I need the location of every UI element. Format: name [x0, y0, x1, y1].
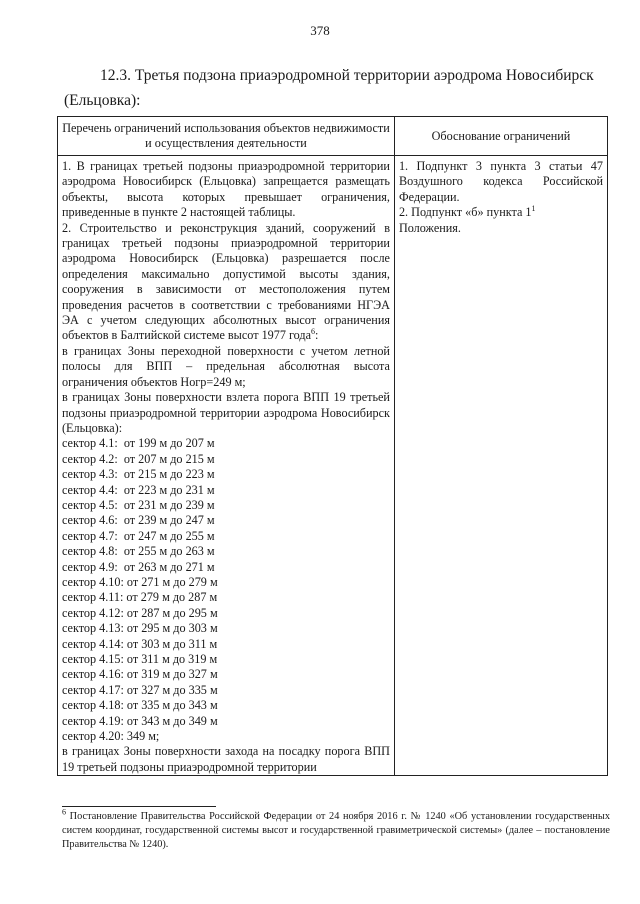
sector-item: сектор 4.19: от 343 м до 349 м [62, 713, 218, 728]
header-restrictions: Перечень ограничений использования объектов недвижимости и осуществления деятельности [58, 117, 395, 156]
sector-item: сектор 4.4: от 223 м до 231 м [62, 482, 215, 497]
table-row [58, 156, 608, 776]
paragraph-1: 1. В границах третьей подзоны приаэродромной территории аэродрома Новосибирск (Ельцовка) запрещается размещать объекты, высота которых превышает ограничения, приведенные в пункте 2 настоящей таблицы. [62, 159, 390, 220]
sector-list [62, 436, 390, 744]
footnote [62, 807, 610, 852]
sector-item: сектор 4.17: от 327 м до 335 м [62, 682, 218, 697]
sector-item: сектор 4.1: от 199 м до 207 м [62, 436, 215, 451]
justification-2-tail: Положения. [398, 220, 461, 235]
table-header-row [58, 117, 608, 156]
sector-item: сектор 4.16: от 319 м до 327 м [62, 667, 218, 682]
paragraph-4: в границах Зоны поверхности взлета порога ВПП 19 третьей подзоны приаэродромной территории аэродрома Новосибирск (Ельцовка): [62, 390, 390, 435]
section-title: Третья подзона приаэродромной территории аэродрома Новосибирск (Ельцовка): [64, 67, 594, 109]
justification-2-text: 2. Подпункт «б» пункта 1 [398, 205, 532, 220]
paragraph-5: в границах Зоны поверхности захода на посадку порога ВПП 19 третьей подзоны приаэродромной территории [62, 744, 390, 774]
sector-item: сектор 4.8: от 255 м до 263 м [62, 544, 215, 559]
justification-1: 1. Подпункт 3 пункта 3 статьи 47 Воздушного кодекса Российской Федерации. [398, 159, 603, 204]
justification-2 [399, 205, 603, 220]
sector-item: сектор 4.15: от 311 м до 319 м [62, 652, 218, 666]
sector-item: сектор 4.6: от 239 м до 247 м [62, 513, 215, 528]
page-number: 378 [310, 23, 330, 38]
sector-item: сектор 4.10: от 271 м до 279 м [62, 574, 218, 589]
justification-cell [394, 156, 607, 776]
sector-item: сектор 4.18: от 335 м до 343 м [62, 698, 218, 713]
sector-item: сектор 4.3: от 215 м до 223 м [62, 467, 215, 482]
sector-item: сектор 4.12: от 287 м до 295 м [62, 605, 218, 620]
footnote-divider [62, 806, 216, 807]
header-justification: Обоснование ограничений [394, 117, 607, 156]
footnote-ref: 1 [531, 204, 536, 214]
paragraph-3: в границах Зоны переходной поверхности с учетом летной полосы для ВПП – предельная абсолютная высота ограничения объектов Hогр=249 м; [62, 343, 390, 389]
paragraph-2 [62, 221, 390, 344]
restrictions-table [57, 116, 608, 776]
paragraph-2-end: : [315, 328, 319, 343]
footnote-text: Постановление Правительства Российской Федерации от 24 ноября 2016 г. № 1240 «Об установлении государственных систем координат, государственной системы высот и государственной гравиметрической системы» (далее – постановление Правительства № 1240). [62, 811, 610, 850]
sector-item: сектор 4.11: от 279 м до 287 м [62, 590, 218, 605]
section-number: 12.3. [100, 67, 131, 84]
sector-item: сектор 4.5: от 231 м до 239 м [62, 497, 215, 512]
footnote-ref: 6 [311, 327, 316, 337]
sector-item: сектор 4.7: от 247 м до 255 м [62, 528, 215, 543]
paragraph-2-text: 2. Строительство и реконструкция зданий, сооружений в границах третьей подзоны приаэродромной территории аэродрома Новосибирск (Ельцовка) разрешается после определения максимально допустимой высоты здания, сооружения в зависимости от местоположения путем проведения расчетов в соответствии с требованиями НГЭА ЭА с учетом следующих абсолютных высот ограничения объектов в Балтийской системе высот 1977 года [62, 220, 390, 343]
sector-item: сектор 4.20: 349 м; [62, 729, 160, 744]
sector-item: сектор 4.2: от 207 м до 215 м [62, 451, 215, 466]
sector-item: сектор 4.14: от 303 м до 311 м [62, 636, 218, 651]
sector-item: сектор 4.9: от 263 м до 271 м [62, 559, 215, 574]
footnote-mark: 6 [62, 807, 66, 817]
sector-item: сектор 4.13: от 295 м до 303 м [62, 621, 218, 636]
section-heading [64, 63, 612, 113]
restrictions-cell [58, 156, 395, 776]
